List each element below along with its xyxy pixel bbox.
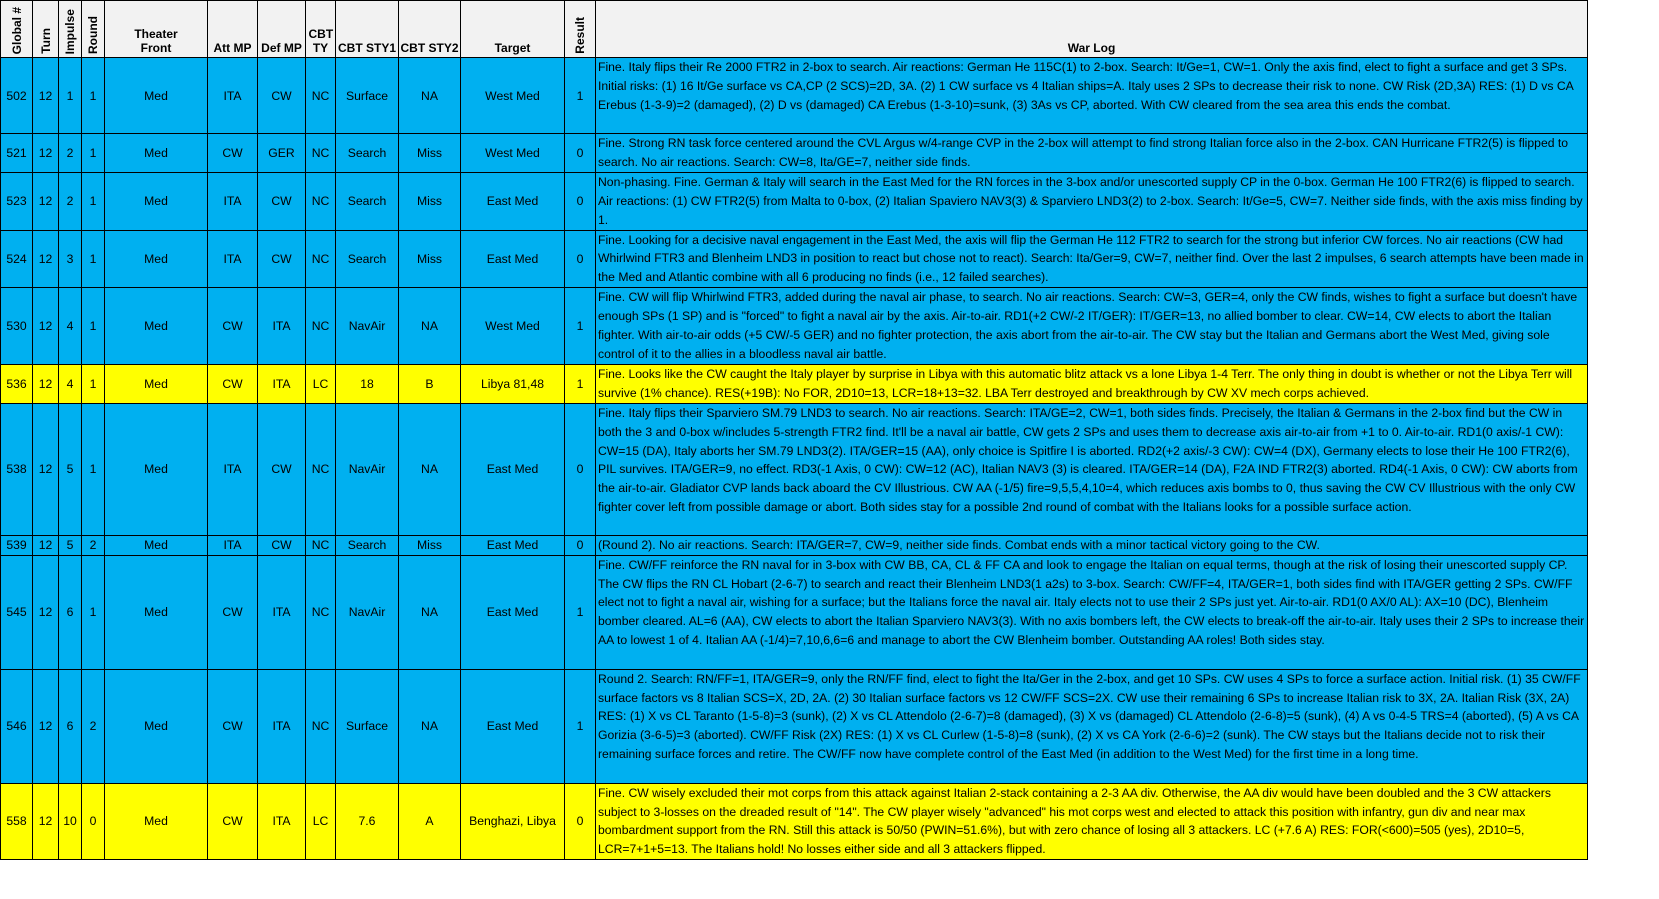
cbt-sty1-cell: Surface: [336, 58, 399, 134]
def-mp-cell: CW: [258, 172, 306, 230]
global-cell: 546: [1, 669, 33, 783]
att-mp-cell: ITA: [208, 58, 258, 134]
impulse-cell: 3: [59, 230, 82, 288]
turn-cell: 12: [33, 669, 59, 783]
round-cell: 2: [82, 669, 105, 783]
cbt-sty2-cell: NA: [399, 288, 461, 365]
cbt-sty1-cell: Surface: [336, 669, 399, 783]
round-cell: 1: [82, 288, 105, 365]
impulse-cell: 4: [59, 364, 82, 403]
def-mp-cell: ITA: [258, 555, 306, 669]
result-cell: 0: [565, 535, 596, 555]
table-row: [1, 783, 1588, 860]
war-log-cell: Fine. Italy flips their Re 2000 FTR2 in 2-box to search. Air reactions: German He 115C(1) to 2-box. Search: It/Ge=1, CW=1. Only the axis find, elect to fight a surface and get 3 SPs. Initial risks: (1) 16 It/Ge surface vs CA,CP (2 SCS)=2D, 3A. (2) 1 CW surface vs 4 Italian ships=A. Italy uses 2 SPs to decrease their risk to none. CW Risk (2D,3A) RES: (1) D vs CA Erebus (1-3-9)=2 (damaged), (2) D vs (damaged) CA Erebus (1-3-10)=sunk, (3) 3As vs CP, aborted. With CW cleared from the sea area this ends the combat.: [596, 58, 1588, 134]
cbt-sty1-cell: Search: [336, 172, 399, 230]
att-mp-cell: CW: [208, 364, 258, 403]
round-cell: 1: [82, 134, 105, 173]
round-cell: 1: [82, 364, 105, 403]
table-row: [1, 58, 1588, 134]
war-log-cell: Fine. CW/FF reinforce the RN naval for in 3-box with CW BB, CA, CL & FF CA and look to engage the Italian on equal terms, though at the risk of losing their unescorted supply CP. The CW flips the RN CL Hobart (2-6-7) to search and react their Blenheim LND3(1 a2s) to 3-box. Search: CW/FF=4, ITA/GER=1, both sides find with ITA/GER getting 2 SPs. CW/FF elect not to fight a naval air, wishing for a surface; but the Italians force the naval air. Italy elects not to use their 2 SPs just yet. Air-to-air. RD1(0 AX/0 AL): AX=10 (DC), Blenheim bomber cleared. AL=6 (AA), CW elects to abort the Italian Sparviero NAV3(3). With no axis bombers left, the CW elects to break-off the air-to-air. Italy uses their 2 SPs to increase their AA to lowest 1 of 4. Italian AA (-1/4)=7,10,6,6=6 and manage to abort the CW Blenheim bomber. Outstanding AA roles! Both sides stay.: [596, 555, 1588, 669]
cbt-ty-cell: NC: [306, 134, 336, 173]
table-row: [1, 535, 1588, 555]
header-target: Target: [461, 1, 565, 58]
impulse-cell: 6: [59, 555, 82, 669]
global-cell: 545: [1, 555, 33, 669]
impulse-cell: 2: [59, 172, 82, 230]
header-global: Global #: [1, 1, 33, 58]
cbt-sty2-cell: NA: [399, 555, 461, 669]
front-cell: Med: [105, 403, 208, 535]
cbt-sty2-cell: NA: [399, 669, 461, 783]
cbt-ty-cell: NC: [306, 230, 336, 288]
turn-cell: 12: [33, 230, 59, 288]
cbt-sty1-cell: NavAir: [336, 403, 399, 535]
def-mp-cell: CW: [258, 403, 306, 535]
header-theater-front: Theater Front: [105, 1, 208, 58]
result-cell: 1: [565, 58, 596, 134]
cbt-sty2-cell: NA: [399, 58, 461, 134]
war-log-cell: Round 2. Search: RN/FF=1, ITA/GER=9, only the RN/FF find, elect to fight the Ita/Ger in the 2-box, and get 10 SPs. CW uses 4 SPs to force a surface action. Initial risk. (1) 35 CW/FF surface factors vs 8 Italian SCS=X, 2D, 2A. (2) 30 Italian surface factors vs 12 CW/FF SCS=2X. CW use their remaining 6 SPs to increase Italian risk to 3X, 2A. Italian Risk (3X, 2A) RES: (1) X vs CL Taranto (1-5-8)=3 (sunk), (2) X vs CL Attendolo (2-6-7)=8 (damaged), (3) X vs (damaged) CL Attendolo (2-6-8)=5 (sunk), (4) A vs 0-4-5 TRS=4 (aborted), (5) A vs CA Gorizia (3-6-5)=3 (aborted). CW/FF Risk (2X) RES: (1) X vs CL Curlew (1-5-8)=8 (sunk), (2) X vs CA York (2-6-6)=2 (sunk). The CW stays but the Italians decide not to risk their remaining surface forces and retire. The CW/FF now have complete control of the East Med (in addition to the West Med) for the first time in a long time.: [596, 669, 1588, 783]
header-round: Round: [82, 1, 105, 58]
def-mp-cell: ITA: [258, 288, 306, 365]
turn-cell: 12: [33, 403, 59, 535]
def-mp-cell: CW: [258, 230, 306, 288]
impulse-cell: 4: [59, 288, 82, 365]
header-war-log: War Log: [596, 1, 1588, 58]
header-cbt-sty1: CBT STY1: [336, 1, 399, 58]
def-mp-cell: GER: [258, 134, 306, 173]
table-row: [1, 230, 1588, 288]
front-cell: Med: [105, 555, 208, 669]
result-cell: 0: [565, 134, 596, 173]
front-cell: Med: [105, 783, 208, 860]
cbt-sty1-cell: NavAir: [336, 555, 399, 669]
att-mp-cell: CW: [208, 555, 258, 669]
front-cell: Med: [105, 58, 208, 134]
table-row: [1, 403, 1588, 535]
att-mp-cell: CW: [208, 134, 258, 173]
result-cell: 0: [565, 172, 596, 230]
global-cell: 502: [1, 58, 33, 134]
turn-cell: 12: [33, 134, 59, 173]
result-cell: 1: [565, 669, 596, 783]
def-mp-cell: ITA: [258, 783, 306, 860]
cbt-sty1-cell: NavAir: [336, 288, 399, 365]
def-mp-cell: ITA: [258, 364, 306, 403]
table-row: [1, 555, 1588, 669]
table-row: [1, 288, 1588, 365]
cbt-ty-cell: NC: [306, 58, 336, 134]
round-cell: 1: [82, 172, 105, 230]
turn-cell: 12: [33, 535, 59, 555]
header-cbt-sty2: CBT STY2: [399, 1, 461, 58]
table-row: [1, 669, 1588, 783]
global-cell: 558: [1, 783, 33, 860]
turn-cell: 12: [33, 288, 59, 365]
header-turn: Turn: [33, 1, 59, 58]
cbt-sty1-cell: Search: [336, 134, 399, 173]
front-cell: Med: [105, 230, 208, 288]
turn-cell: 12: [33, 364, 59, 403]
impulse-cell: 1: [59, 58, 82, 134]
round-cell: 1: [82, 403, 105, 535]
turn-cell: 12: [33, 783, 59, 860]
target-cell: West Med: [461, 58, 565, 134]
result-cell: 0: [565, 783, 596, 860]
turn-cell: 12: [33, 172, 59, 230]
att-mp-cell: ITA: [208, 230, 258, 288]
cbt-sty2-cell: Miss: [399, 230, 461, 288]
header-impulse: Impulse: [59, 1, 82, 58]
result-cell: 0: [565, 403, 596, 535]
turn-cell: 12: [33, 58, 59, 134]
table-row: [1, 134, 1588, 173]
front-cell: Med: [105, 669, 208, 783]
table-body: [1, 58, 1588, 860]
round-cell: 2: [82, 535, 105, 555]
cbt-sty1-cell: 7.6: [336, 783, 399, 860]
round-cell: 1: [82, 58, 105, 134]
cbt-ty-cell: NC: [306, 172, 336, 230]
target-cell: East Med: [461, 403, 565, 535]
header-def-mp: Def MP: [258, 1, 306, 58]
def-mp-cell: ITA: [258, 669, 306, 783]
war-log-cell: Fine. CW will flip Whirlwind FTR3, added during the naval air phase, to search. No air reactions. Search: CW=3, GER=4, only the CW finds, wishes to fight a surface but doesn't have enough SPs (1 SP) and is "forced" to fight a naval air by the axis. Air-to-air. RD1(+2 CW/-2 IT/GER): IT/GER=13, no allied bomber to clear. CW=14, CW elects to abort the Italian fighter. With air-to-air odds (+5 CW/-5 GER) and no fighter protection, the axis abort from the air-to-air. The CW stay but the Italian and Germans abort the West Med, giving sole control of it to the allies in a bloodless naval air battle.: [596, 288, 1588, 365]
cbt-sty2-cell: B: [399, 364, 461, 403]
cbt-sty1-cell: 18: [336, 364, 399, 403]
global-cell: 521: [1, 134, 33, 173]
impulse-cell: 10: [59, 783, 82, 860]
cbt-sty2-cell: Miss: [399, 535, 461, 555]
target-cell: East Med: [461, 555, 565, 669]
turn-cell: 12: [33, 555, 59, 669]
global-cell: 530: [1, 288, 33, 365]
cbt-ty-cell: NC: [306, 403, 336, 535]
def-mp-cell: CW: [258, 58, 306, 134]
result-cell: 1: [565, 288, 596, 365]
cbt-sty2-cell: A: [399, 783, 461, 860]
cbt-sty2-cell: Miss: [399, 134, 461, 173]
def-mp-cell: CW: [258, 535, 306, 555]
impulse-cell: 6: [59, 669, 82, 783]
att-mp-cell: CW: [208, 669, 258, 783]
target-cell: East Med: [461, 172, 565, 230]
att-mp-cell: ITA: [208, 403, 258, 535]
header-result: Result: [565, 1, 596, 58]
header-row: [1, 1, 1588, 58]
round-cell: 0: [82, 783, 105, 860]
front-cell: Med: [105, 535, 208, 555]
result-cell: 1: [565, 555, 596, 669]
att-mp-cell: CW: [208, 783, 258, 860]
global-cell: 523: [1, 172, 33, 230]
target-cell: West Med: [461, 288, 565, 365]
target-cell: Benghazi, Libya: [461, 783, 565, 860]
global-cell: 524: [1, 230, 33, 288]
global-cell: 538: [1, 403, 33, 535]
target-cell: West Med: [461, 134, 565, 173]
cbt-sty1-cell: Search: [336, 535, 399, 555]
impulse-cell: 2: [59, 134, 82, 173]
cbt-ty-cell: LC: [306, 364, 336, 403]
header-att-mp: Att MP: [208, 1, 258, 58]
war-log-cell: Fine. CW wisely excluded their mot corps from this attack against Italian 2-stack containing a 2-3 AA div. Otherwise, the AA div would have been doubled and the 3 CW attackers subject to 3-losses on the dreaded result of "14". The CW player wisely "advanced" his mot corps west and elected to attack this position with infantry, gun div and near max bombardment support from the RN. Still this attack is 50/50 (PWIN=51.6%), but with zero chance of losing all 3 attackers. LC (+7.6 A) RES: FOR(<600)=505 (yes), 2D10=5, LCR=7+1+5=13. The Italians hold! No losses either side and all 3 attackers flipped.: [596, 783, 1588, 860]
header-cbt-ty: CBT TY: [306, 1, 336, 58]
result-cell: 0: [565, 230, 596, 288]
result-cell: 1: [565, 364, 596, 403]
cbt-ty-cell: NC: [306, 535, 336, 555]
att-mp-cell: CW: [208, 288, 258, 365]
cbt-ty-cell: LC: [306, 783, 336, 860]
target-cell: East Med: [461, 669, 565, 783]
cbt-sty2-cell: NA: [399, 403, 461, 535]
cbt-ty-cell: NC: [306, 288, 336, 365]
att-mp-cell: ITA: [208, 535, 258, 555]
front-cell: Med: [105, 364, 208, 403]
target-cell: East Med: [461, 535, 565, 555]
cbt-sty1-cell: Search: [336, 230, 399, 288]
cbt-ty-cell: NC: [306, 669, 336, 783]
cbt-ty-cell: NC: [306, 555, 336, 669]
front-cell: Med: [105, 288, 208, 365]
target-cell: East Med: [461, 230, 565, 288]
front-cell: Med: [105, 172, 208, 230]
global-cell: 536: [1, 364, 33, 403]
front-cell: Med: [105, 134, 208, 173]
round-cell: 1: [82, 555, 105, 669]
round-cell: 1: [82, 230, 105, 288]
target-cell: Libya 81,48: [461, 364, 565, 403]
war-log-cell: Fine. Strong RN task force centered around the CVL Argus w/4-range CVP in the 2-box will attempt to find strong Italian force also in the 2-box. CAN Hurricane FTR2(5) is flipped to search. No air reactions. Search: CW=8, Ita/GE=7, neither side finds.: [596, 134, 1588, 173]
impulse-cell: 5: [59, 403, 82, 535]
table-row: [1, 172, 1588, 230]
cbt-sty2-cell: Miss: [399, 172, 461, 230]
war-log-cell: Non-phasing. Fine. German & Italy will search in the East Med for the RN forces in the 3-box and/or unescorted supply CP in the 0-box. German He 100 FTR2(6) is flipped to search. Air reactions: (1) CW FTR2(5) from Malta to 0-box, (2) Italian Spaviero NAV3(3) & Sparviero LND3(2) to 2-box. Search: It/Ge=5, CW=7. Neither side finds, with the axis miss finding by 1.: [596, 172, 1588, 230]
table-row: [1, 364, 1588, 403]
impulse-cell: 5: [59, 535, 82, 555]
war-log-cell: Fine. Looking for a decisive naval engagement in the East Med, the axis will flip the German He 112 FTR2 to search for the strong but inferior CW forces. No air reactions (CW had Whirlwind FTR3 and Blenheim LND3 in position to react but chose not to react). Search: Ita/Ger=9, CW=7, neither find. Over the last 2 impulses, 6 search attempts have been made in the Med and Atlantic combine with all 6 producing no finds (i.e., 12 failed searches).: [596, 230, 1588, 288]
att-mp-cell: ITA: [208, 172, 258, 230]
war-log-cell: (Round 2). No air reactions. Search: ITA/GER=7, CW=9, neither side finds. Combat ends with a minor tactical victory going to the CW.: [596, 535, 1588, 555]
global-cell: 539: [1, 535, 33, 555]
war-log-cell: Fine. Looks like the CW caught the Italy player by surprise in Libya with this automatic blitz attack vs a lone Libya 1-4 Terr. The only thing in doubt is whether or not the Libya Terr will survive (1% chance). RES(+19B): No FOR, 2D10=13, LCR=18+13=32. LBA Terr destroyed and breakthrough by CW XV mech corps achieved.: [596, 364, 1588, 403]
war-log-cell: Fine. Italy flips their Sparviero SM.79 LND3 to search. No air reactions. Search: ITA/GE=2, CW=1, both sides finds. Precisely, the Italian & Germans in the 2-box find but the CW in both the 3 and 0-box w/includes 5-strength FTR2 find. It'll be a naval air battle, CW gets 2 SPs and uses them to decrease axis air-to-air from +1 to 0. Air-to-air. RD1(0 axis/-1 CW): CW=15 (DA), Italy aborts her SM.79 LND3(2). ITA/GER=15 (AA), only choice is Spitfire I is aborted. RD2(+2 axis/-3 CW): CW=4 (DX), Germany elects to lose their He 100 FTR2(6), PIL survives. ITA/GER=9, no effect. RD3(-1 Axis, 0 CW): CW=12 (AC), Italian NAV3 (3) is cleared. ITA/GER=14 (DA), F2A IND FTR2(3) aborted. RD4(-1 Axis, 0 CW): CW aborts from the air-to-air. Gladiator CVP lands back aboard the CV Illustrious. CW AA (-1/5) fire=9,5,5,4,10=4, which reduces axis bombs to 0, thus saving the CW CV Illustrious with the only CW fighter cover left from possible damage or abort. Both sides stay for a possible 2nd round of combat with the Italians looks for a possible surface action.: [596, 403, 1588, 535]
